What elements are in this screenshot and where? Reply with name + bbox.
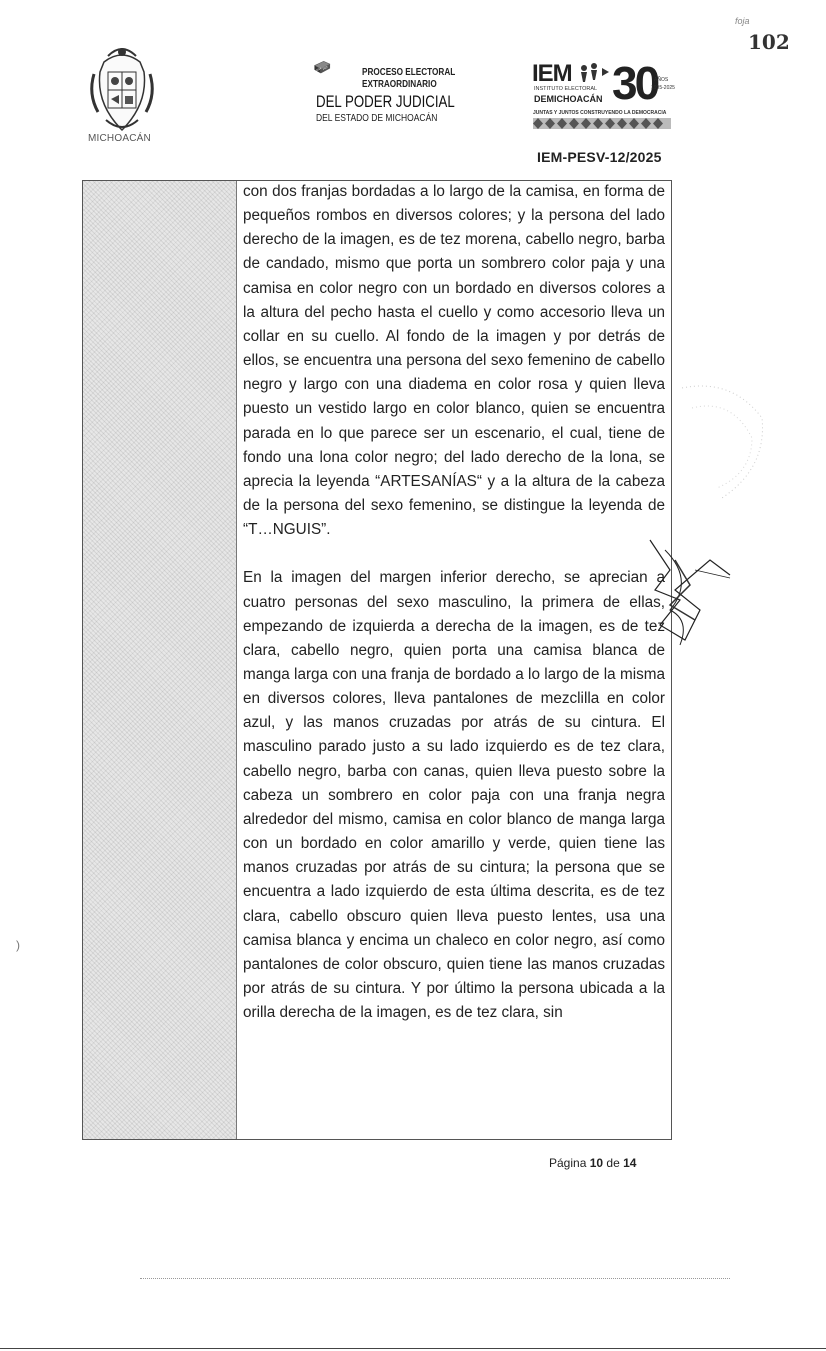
faded-stamp-icon [672, 378, 767, 508]
iem-acronym: IEM [532, 60, 572, 87]
paragraph: En la imagen del margen inferior derecho, se aprecian a cuatro personas del sexo masculino, la primera de ellas, empezando de izquierda a derecha de la imagen, es de tez clara, cabello negro, quien porta una camisa blanca de manga larga con una franja de bordado a lo largo de la misma en diversos colores, lleva pantalones de mezclilla en color azul, y las manos cruzadas por atrás de su cintura. El masculino parado justo a su lado izquierdo es de tez clara, cabello negro, barba con canas, quien lleva puesto sobre la cabeza un sombrero en color paja con una franja negra alrededor del mismo, camisa en color blanco de manga larga con un bordado en color amarillo y verde, quien tiene las manos cruzadas por atrás de su cintura; la persona que se encuentra a lado izquierdo de esta última descrita, es de tez clara, cabello obscuro quien lleva puesto lentes, usa una camisa blanca y encima un chaleco en color negro, así como pantalones de color obscuro, quien tiene las manos cruzadas por atrás de su cintura. Y por último la persona ubicada a la orilla derecha de la imagen, es de tez clara, sin [243, 569, 665, 1022]
folio-number: 102 [748, 30, 790, 54]
svg-text:2024: 2024 [315, 67, 322, 73]
page-number [549, 1156, 636, 1170]
page-total: 14 [623, 1156, 637, 1170]
page-of: de [606, 1156, 620, 1170]
bottom-edge-line [0, 1348, 826, 1349]
svg-text:2025: 2025 [322, 65, 329, 71]
iem-subtitle: INSTITUTO ELECTORAL [534, 86, 598, 92]
iem-years: 1995-2025 [651, 85, 675, 91]
handwritten-folio-mark: foja [735, 16, 750, 26]
proceso-electoral-line2: EXTRAORDINARIO [362, 79, 437, 90]
seal-caption: MICHOACÁN [88, 133, 151, 144]
iem-slogan: JUNTAS Y JUNTOS CONSTRUYENDO LA DEMOCRACIA [533, 110, 667, 116]
expediente-number: IEM-PESV-12/2025 [537, 149, 662, 165]
proceso-electoral-line4: DEL ESTADO DE MICHOACÁN [316, 113, 438, 124]
iem-pattern-band [533, 118, 671, 129]
page-label: Página [549, 1156, 587, 1170]
column-divider [236, 181, 237, 1139]
page-current: 10 [589, 1156, 604, 1170]
ballot-box-icon [313, 53, 361, 93]
iem-state: DEMICHOACÁN [534, 94, 603, 104]
iem-anios: AÑOS [654, 77, 669, 83]
paragraph: con dos franjas bordadas a lo largo de la camisa, en forma de pequeños rombos en diversos colores; y la persona del lado derecho de la imagen, es de tez morena, cabello negro, barba de candado, mismo que porta un sombrero color paja y una camisa en color negro con un bordado en diversos colores a la altura del pecho hasta el cuello y como accesorio lleva un collar en su cuello. Al fondo de la imagen y por detrás de ellos, se encuentra una persona del sexo femenino de cabello negro y largo con una diadema en color rosa y quien lleva puesto un vestido largo en color blanco, quien se encuentra parada en lo que parece ser un escenario, el cual, tiene de fondo una lona color negro; del lado derecho de la lona, se aprecia la leyenda “ARTESANÍAS“ y a la altura de la cabeza de la persona del sexo femenino, se distingue la leyenda de “T…NGUIS”. [243, 183, 665, 539]
dancers-icon [578, 62, 610, 84]
proceso-electoral-line3: DEL PODER JUDICIAL [316, 92, 455, 111]
footer-rule [140, 1278, 730, 1279]
proceso-electoral-line1: PROCESO ELECTORAL [362, 67, 456, 78]
margin-mark: ) [16, 938, 20, 952]
handwritten-signature [640, 530, 735, 650]
body-text [243, 180, 665, 1025]
iem-anniversary-number: 30 [612, 57, 658, 109]
